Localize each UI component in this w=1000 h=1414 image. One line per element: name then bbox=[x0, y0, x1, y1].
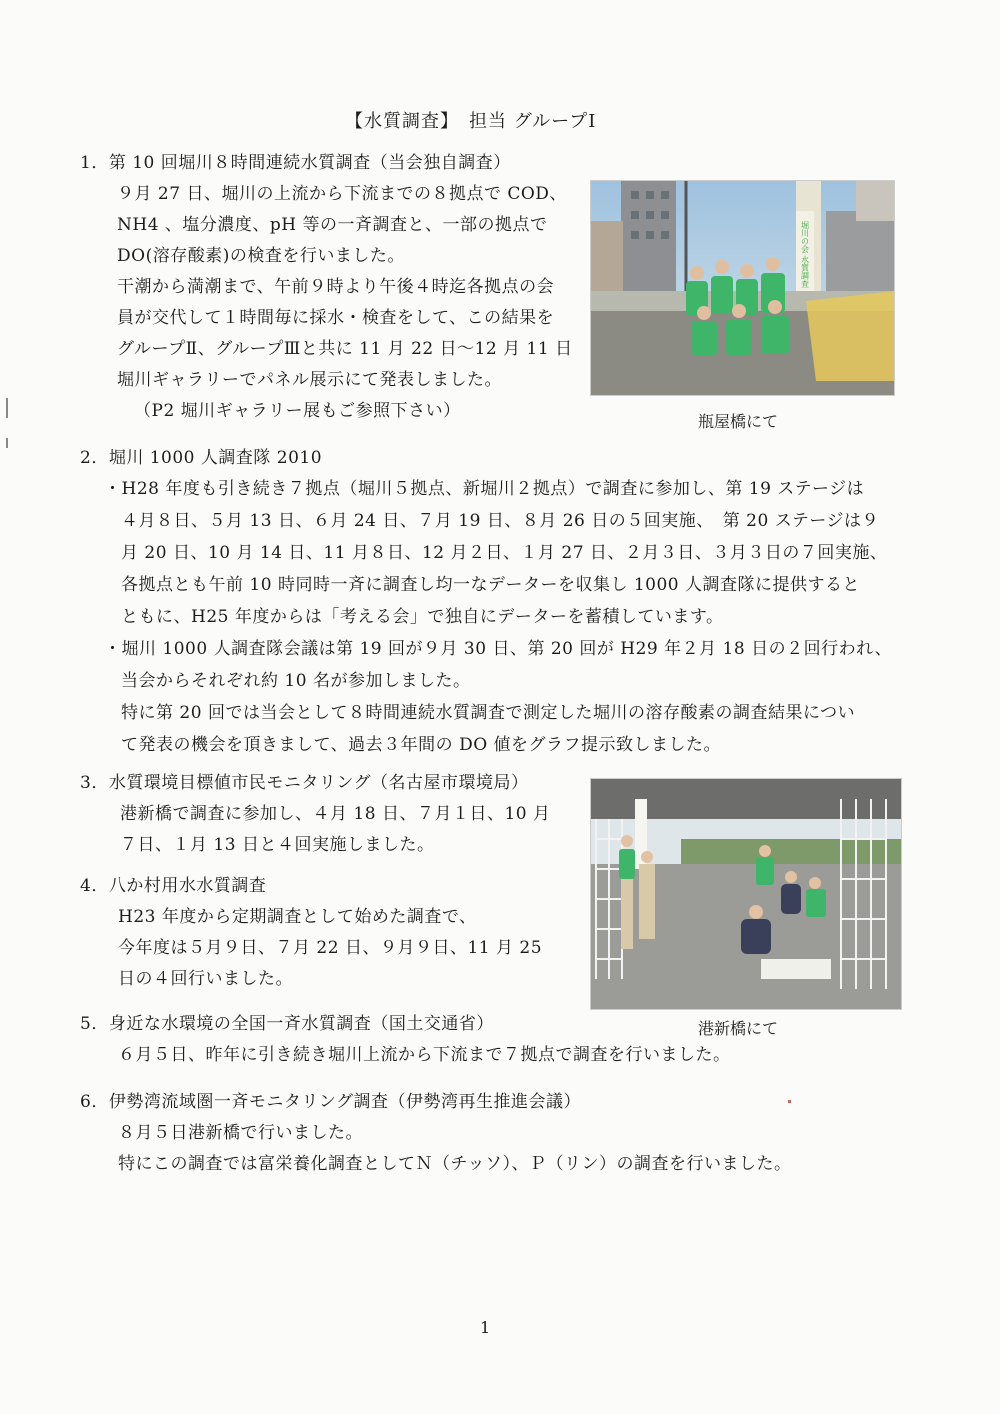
section-1-line: グループⅡ、グループⅢと共に 11 月 22 日〜12 月 11 日 bbox=[117, 339, 573, 359]
photo-kameyabashi bbox=[590, 180, 895, 396]
section-2-heading: 2．堀川 1000 人調査隊 2010 bbox=[80, 448, 323, 468]
section-2-line: 当会からそれぞれ約 10 名が参加しました。 bbox=[121, 671, 471, 691]
section-2-line: ・H28 年度も引き続き７拠点（堀川５拠点、新堀川２拠点）で調査に参加し、第 19 ステージは bbox=[104, 479, 865, 499]
section-5-heading: 5．身近な水環境の全国一斉水質調査（国土交通省） bbox=[80, 1014, 494, 1034]
section-3-line: 港新橋で調査に参加し、４月 18 日、７月１日、10 月 bbox=[120, 804, 551, 824]
section-1-line: 員が交代して１時間毎に採水・検査をして、この結果を bbox=[117, 308, 555, 328]
section-4-line: 今年度は５月９日、７月 22 日、９月９日、11 月 25 bbox=[118, 938, 543, 958]
section-4-heading: 4．八か村用水水質調査 bbox=[80, 876, 267, 896]
section-1-line: 干潮から満潮まで、午前９時より午後４時迄各拠点の会 bbox=[117, 277, 555, 297]
page-number: 1 bbox=[480, 1318, 491, 1337]
survey-photo-image bbox=[591, 779, 901, 1009]
section-1-line: NH4 、塩分濃度、pH 等の一斉調査と、一部の拠点で bbox=[117, 215, 548, 235]
section-2-line: ともに、H25 年度からは「考える会」で独自にデーターを蓄積しています。 bbox=[121, 607, 724, 627]
scan-mark bbox=[788, 1100, 791, 1103]
photo-minatoshinbashi bbox=[590, 778, 902, 1010]
section-2-line: て発表の機会を頂きまして、過去３年間の DO 値をグラフ提示致しました。 bbox=[121, 735, 722, 755]
section-1-line: DO(溶存酸素)の検査を行いました。 bbox=[117, 246, 405, 266]
scan-mark bbox=[6, 398, 8, 418]
photo-1-caption: 瓶屋橋にて bbox=[698, 412, 779, 431]
section-1-line: （P2 堀川ギャラリー展もご参照下さい） bbox=[134, 401, 461, 421]
section-2-line: 月 20 日、10 月 14 日、11 月８日、12 月２日、１月 27 日、２月３日、３月３日の７回実施、 bbox=[121, 543, 888, 563]
section-2-line: ４月８日、５月 13 日、６月 24 日、７月 19 日、８月 26 日の５回実施、 第 20 ステージは９ bbox=[121, 511, 880, 531]
section-2-line: ・堀川 1000 人調査隊会議は第 19 回が９月 30 日、第 20 回が H29 年２月 18 日の２回行われ、 bbox=[104, 639, 893, 659]
section-4-line: 日の４回行いました。 bbox=[118, 969, 293, 989]
section-6-heading: 6．伊勢湾流域圏一斉モニタリング調査（伊勢湾再生推進会議） bbox=[80, 1092, 581, 1112]
photo-2-caption: 港新橋にて bbox=[698, 1019, 779, 1038]
section-1-heading: 1．第 10 回堀川８時間連続水質調査（当会独自調査） bbox=[80, 153, 511, 173]
section-6-line: ８月５日港新橋で行いました。 bbox=[118, 1123, 363, 1143]
scan-mark bbox=[6, 438, 8, 448]
section-4-line: H23 年度から定期調査として始めた調査で、 bbox=[118, 907, 477, 927]
photo-sign-text: 堀川の会 水質調査 bbox=[800, 221, 810, 288]
section-1-line: 堀川ギャラリーでパネル展示にて発表しました。 bbox=[117, 370, 502, 390]
section-2-line: 各拠点とも午前 10 時同時一斉に調査し均一なデーターを収集し 1000 人調査隊に提供すると bbox=[121, 575, 861, 595]
section-2-line: 特に第 20 回では当会として８時間連続水質調査で測定した堀川の溶存酸素の調査結果につい bbox=[121, 703, 856, 723]
section-3-heading: 3．水質環境目標値市民モニタリング（名古屋市環境局） bbox=[80, 773, 529, 793]
page-title: 【水質調査】 担当 グループⅠ bbox=[345, 111, 597, 132]
section-5-line: ６月５日、昨年に引き続き堀川上流から下流まで７拠点で調査を行いました。 bbox=[118, 1045, 731, 1065]
section-1-line: ９月 27 日、堀川の上流から下流までの８拠点で COD、 bbox=[117, 184, 567, 204]
section-6-line: 特にこの調査では富栄養化調査としてＮ（チッソ）、Ｐ（リン）の調査を行いました。 bbox=[118, 1154, 792, 1174]
section-3-line: ７日、１月 13 日と４回実施しました。 bbox=[120, 835, 435, 855]
group-photo-image bbox=[591, 181, 894, 395]
